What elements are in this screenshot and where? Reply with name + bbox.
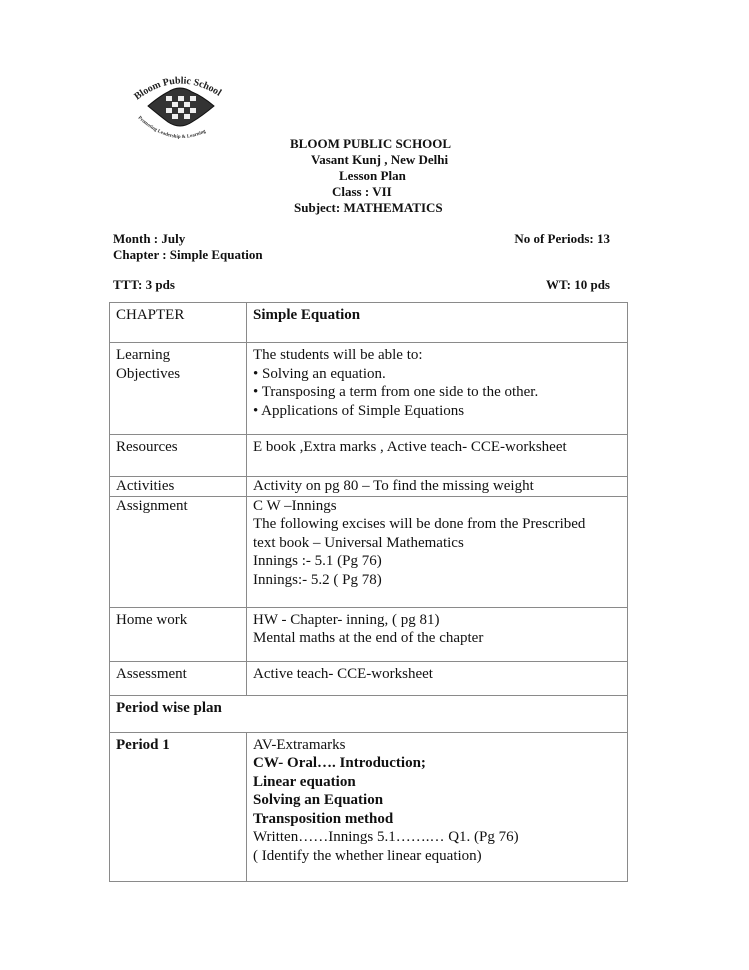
cell-period-wise-plan: Period wise plan bbox=[110, 695, 628, 732]
class-label: Class : VII bbox=[332, 184, 392, 199]
cell-assignment-label: Assignment bbox=[110, 496, 247, 607]
assignment-line: The following excises will be done from the Prescribed bbox=[253, 516, 586, 532]
homework-line: Mental maths at the end of the chapter bbox=[253, 630, 484, 646]
document-type: Lesson Plan bbox=[339, 168, 406, 183]
periods-count: No of Periods: 13 bbox=[514, 231, 610, 246]
cell-period-1-label: Period 1 bbox=[110, 732, 247, 881]
period-line: AV-Extramarks bbox=[253, 736, 346, 753]
cell-objectives-label: Learning Objectives bbox=[110, 343, 247, 435]
cell-homework-value bbox=[247, 607, 628, 661]
school-name: BLOOM PUBLIC SCHOOL bbox=[290, 136, 452, 151]
assignment-line: C W –Innings bbox=[253, 497, 337, 514]
objective-line: • Solving an equation. bbox=[253, 365, 386, 382]
school-location: Vasant Kunj , New Delhi bbox=[311, 152, 449, 167]
wt-label: WT: 10 pds bbox=[545, 277, 610, 292]
row-homework bbox=[110, 607, 628, 661]
row-assignment bbox=[110, 496, 628, 607]
row-activities bbox=[110, 477, 628, 497]
ttt-label: TTT: 3 pds bbox=[113, 277, 175, 292]
lesson-plan-table bbox=[109, 302, 628, 882]
period-line: CW- Oral…. Introduction; bbox=[253, 755, 426, 771]
cell-chapter-value: Simple Equation bbox=[247, 303, 628, 343]
homework-line: HW - Chapter- inning, ( pg 81) bbox=[253, 611, 440, 628]
chapter-label: Chapter : Simple Equation bbox=[113, 247, 263, 262]
cell-assessment-value: Active teach- CCE-worksheet bbox=[247, 661, 628, 695]
assignment-line: Innings :- 5.1 (Pg 76) bbox=[253, 553, 382, 569]
cell-resources-value: E book ,Extra marks , Active teach- CCE-worksheet bbox=[247, 435, 628, 477]
row-objectives bbox=[110, 343, 628, 435]
period-line: Transposition method bbox=[253, 810, 394, 827]
cell-activities-label: Activities bbox=[110, 477, 247, 497]
cell-resources-label: Resources bbox=[110, 435, 247, 477]
cell-period-1-value bbox=[247, 732, 628, 881]
row-chapter bbox=[110, 303, 628, 343]
objective-line: • Applications of Simple Equations bbox=[253, 402, 465, 419]
assignment-line: text book – Universal Mathematics bbox=[253, 534, 464, 551]
row-assessment bbox=[110, 661, 628, 695]
svg-text:Bloom Public School: Bloom Public School bbox=[132, 75, 224, 103]
cell-assignment-value bbox=[247, 496, 628, 607]
cell-objectives-value bbox=[247, 343, 628, 435]
row-period-wise-plan bbox=[110, 695, 628, 732]
month-label: Month : July bbox=[113, 231, 186, 246]
cell-assessment-label: Assessment bbox=[110, 661, 247, 695]
subject-label: Subject: MATHEMATICS bbox=[294, 200, 443, 215]
period-line: Written……Innings 5.1…….… Q1. (Pg 76) bbox=[253, 829, 519, 845]
row-resources bbox=[110, 435, 628, 477]
school-logo bbox=[120, 66, 240, 146]
school-crest-icon bbox=[120, 66, 240, 146]
period-line: ( Identify the whether linear equation) bbox=[253, 847, 482, 864]
row-period-1 bbox=[110, 732, 628, 881]
cell-chapter-label: CHAPTER bbox=[110, 303, 247, 343]
period-line: Solving an Equation bbox=[253, 792, 384, 808]
cell-homework-label: Home work bbox=[110, 607, 247, 661]
objective-line: The students will be able to: bbox=[253, 347, 423, 363]
objective-line: • Transposing a term from one side to the other. bbox=[253, 384, 539, 400]
cell-activities-value: Activity on pg 80 – To find the missing weight bbox=[247, 477, 628, 497]
period-line: Linear equation bbox=[253, 773, 356, 790]
svg-text:Promoting Leadership & Learnin: Promoting Leadership & Learning bbox=[136, 115, 207, 141]
assignment-line: Innings:- 5.2 ( Pg 78) bbox=[253, 571, 382, 588]
